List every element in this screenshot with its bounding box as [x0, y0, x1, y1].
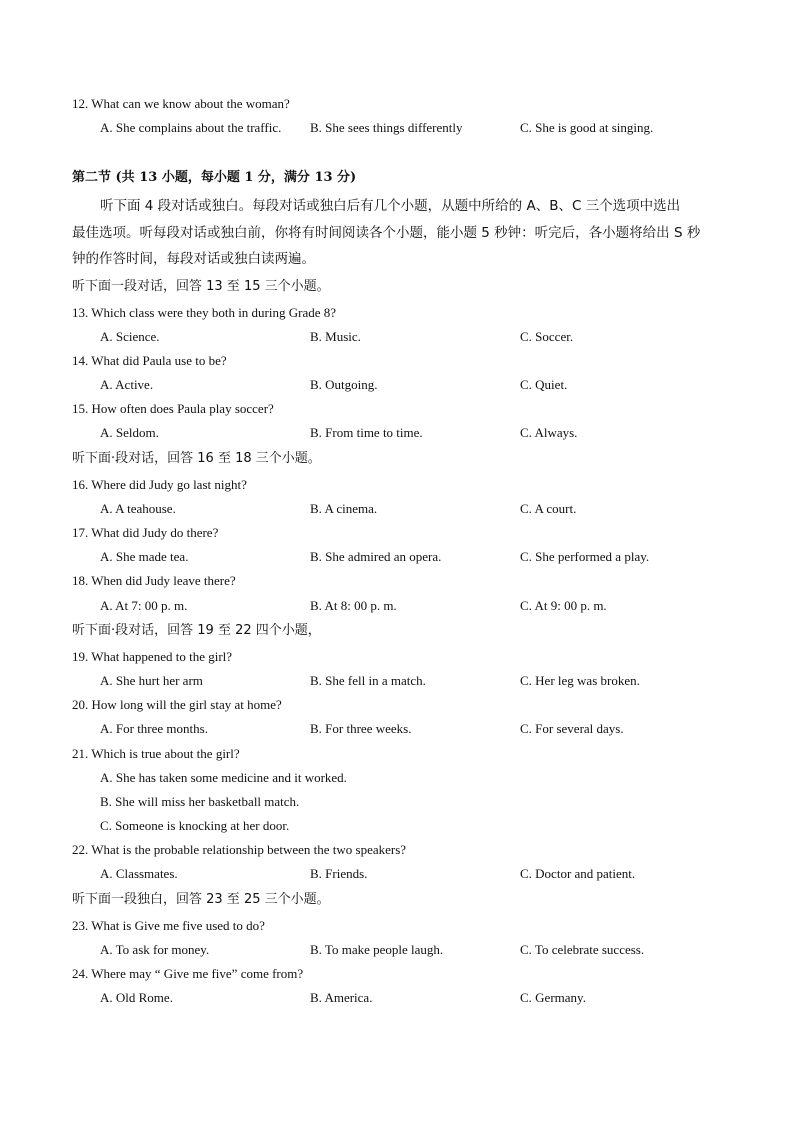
q24-option-c: C. Germany.	[520, 990, 586, 1005]
q14-option-b: B. Outgoing.	[310, 377, 378, 392]
q17-option-c: C. She performed a play.	[520, 549, 650, 564]
question-12: 12. What can we know about the woman?	[72, 96, 290, 111]
part2-instruction: 听下面·段对话，回答 16 至 18 三个小题。	[72, 451, 321, 466]
part3-instruction: 听下面·段对话，回答 19 至 22 四个小题，	[72, 623, 321, 638]
q22-option-b: B. Friends.	[310, 866, 368, 881]
q18-option-a: A. At 7: 00 p. m.	[100, 598, 188, 613]
q21-option-b: B. She will miss her basketball match.	[100, 794, 300, 809]
q16-option-b: B. A cinema.	[310, 501, 378, 516]
q23-option-c: C. To celebrate success.	[520, 942, 645, 957]
q18-option-b: B. At 8: 00 p. m.	[310, 598, 397, 613]
q19-option-a: A. She hurt her arm	[100, 673, 203, 688]
q20-option-b: B. For three weeks.	[310, 721, 412, 736]
question-15: 15. How often does Paula play soccer?	[72, 401, 274, 416]
question-22: 22. What is the probable relationship between the two speakers?	[72, 842, 407, 857]
question-14: 14. What did Paula use to be?	[72, 353, 227, 368]
q14-option-a: A. Active.	[100, 377, 154, 392]
q13-option-c: C. Soccer.	[520, 329, 574, 344]
q23-option-a: A. To ask for money.	[100, 942, 210, 957]
q16-option-a: A. A teahouse.	[100, 501, 176, 516]
q12-option-a: A. She complains about the traffic.	[100, 120, 282, 135]
q19-option-b: B. She fell in a match.	[310, 673, 426, 688]
q22-option-a: A. Classmates.	[100, 866, 178, 881]
question-24: 24. Where may “ Give me five” come from?	[72, 966, 304, 981]
q20-option-a: A. For three months.	[100, 721, 208, 736]
instruction-line-2: 最佳选项。听每段对话或独白前，你将有时间阅读各个小题，能小题 5 秒钟：听完后，各小题将给出 S 秒	[72, 225, 701, 241]
q16-option-c: C. A court.	[520, 501, 577, 516]
question-20: 20. How long will the girl stay at home?	[72, 697, 282, 712]
part1-instruction: 听下面一段对话，回答 13 至 15 三个小题。	[72, 279, 330, 294]
instruction-line-1: 听下面 4 段对话或独白。每段对话或独白后有几个小题，从题中所给的 A、B、C 三个选项中选出	[100, 198, 681, 214]
q24-option-b: B. America.	[310, 990, 373, 1005]
question-17: 17. What did Judy do there?	[72, 525, 219, 540]
q24-option-a: A. Old Rome.	[100, 990, 173, 1005]
section-heading: 第二节 (共 13 小题，每小题 1 分，满分 13 分)	[72, 170, 357, 185]
instruction-line-3: 钟的作答时间，每段对话或独白读两遍。	[72, 251, 315, 267]
q17-option-a: A. She made tea.	[100, 549, 189, 564]
q19-option-c: C. Her leg was broken.	[520, 673, 640, 688]
q12-option-c: C. She is good at singing.	[520, 120, 654, 135]
q13-option-a: A. Science.	[100, 329, 160, 344]
q14-option-c: C. Quiet.	[520, 377, 568, 392]
q22-option-c: C. Doctor and patient.	[520, 866, 636, 881]
question-21: 21. Which is true about the girl?	[72, 746, 240, 761]
question-19: 19. What happened to the girl?	[72, 649, 233, 664]
q15-option-c: C. Always.	[520, 425, 578, 440]
question-23: 23. What is Give me five used to do?	[72, 918, 265, 933]
q12-option-b: B. She sees things differently	[310, 120, 463, 135]
q17-option-b: B. She admired an opera.	[310, 549, 442, 564]
q18-option-c: C. At 9: 00 p. m.	[520, 598, 607, 613]
q20-option-c: C. For several days.	[520, 721, 624, 736]
question-16: 16. Where did Judy go last night?	[72, 477, 247, 492]
q21-option-a: A. She has taken some medicine and it worked.	[100, 770, 347, 785]
q21-option-c: C. Someone is knocking at her door.	[100, 818, 290, 833]
q15-option-b: B. From time to time.	[310, 425, 423, 440]
question-18: 18. When did Judy leave there?	[72, 573, 236, 588]
part4-instruction: 听下面一段独白，回答 23 至 25 三个小题。	[72, 892, 330, 907]
q13-option-b: B. Music.	[310, 329, 361, 344]
question-13: 13. Which class were they both in during Grade 8?	[72, 305, 337, 320]
q15-option-a: A. Seldom.	[100, 425, 159, 440]
q23-option-b: B. To make people laugh.	[310, 942, 444, 957]
